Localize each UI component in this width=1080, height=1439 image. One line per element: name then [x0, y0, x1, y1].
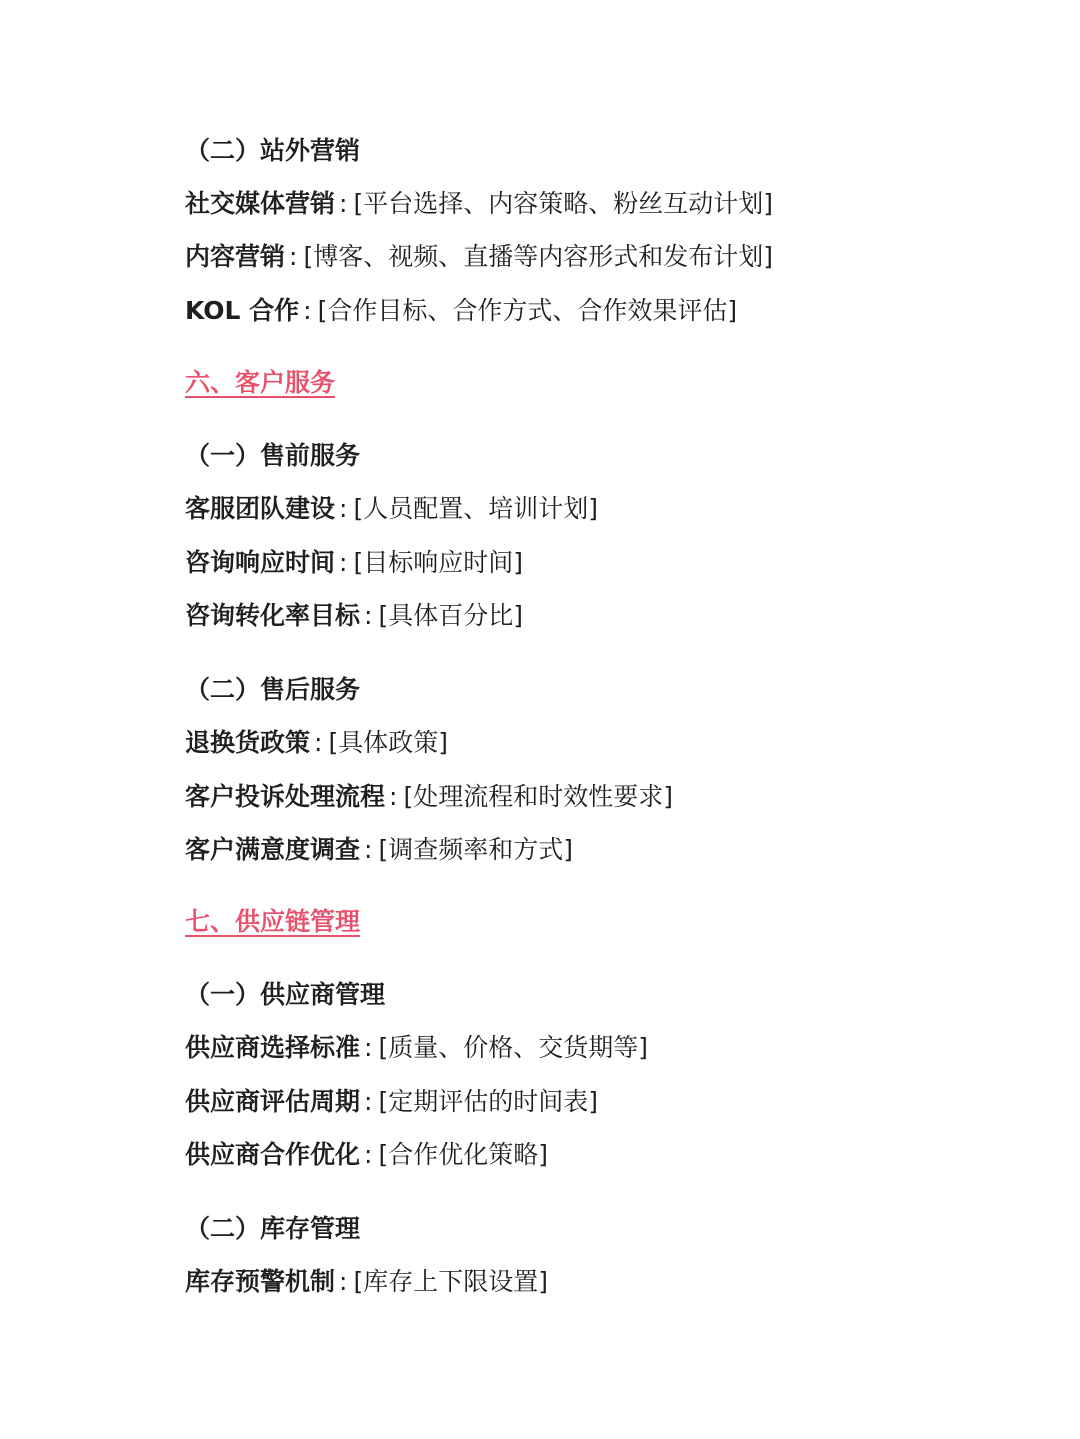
list-item [185, 1031, 648, 1065]
subsection-heading: （二）售后服务 [185, 675, 361, 704]
list-item [185, 726, 448, 760]
list-item [185, 546, 523, 580]
list-item [185, 1138, 548, 1172]
item-colon: : [339, 189, 348, 218]
list-item [185, 492, 598, 526]
item-colon: : [364, 835, 373, 864]
item-colon: : [389, 782, 398, 811]
list-item [185, 187, 773, 221]
item-label: 咨询响应时间 [185, 548, 336, 577]
list-item [185, 240, 773, 274]
item-value: [合作优化策略] [378, 1140, 548, 1169]
item-colon: : [289, 242, 298, 271]
item-value: [平台选择、内容策略、粉丝互动计划] [353, 189, 773, 218]
item-value: [调查频率和方式] [378, 835, 573, 864]
item-value: [博客、视频、直播等内容形式和发布计划] [303, 242, 773, 271]
subsection-heading: （二）库存管理 [185, 1214, 361, 1243]
section-heading: 七、供应链管理 [185, 907, 361, 936]
item-colon: : [364, 1087, 373, 1116]
item-colon: : [339, 548, 348, 577]
list-item [185, 1265, 548, 1299]
list-item [185, 833, 573, 867]
item-label: KOL 合作 [185, 296, 300, 325]
list-item [185, 1085, 598, 1119]
item-label: 客服团队建设 [185, 494, 336, 523]
item-value: [合作目标、合作方式、合作效果评估] [317, 296, 738, 325]
item-label: 内容营销 [185, 242, 286, 271]
item-value: [目标响应时间] [353, 548, 523, 577]
item-value: [人员配置、培训计划] [353, 494, 598, 523]
section-heading: 六、客户服务 [185, 368, 336, 397]
item-label: 供应商评估周期 [185, 1087, 361, 1116]
item-value: [具体百分比] [378, 601, 523, 630]
item-colon: : [303, 296, 312, 325]
item-label: 咨询转化率目标 [185, 601, 361, 630]
item-label: 社交媒体营销 [185, 189, 336, 218]
item-label: 客户投诉处理流程 [185, 782, 386, 811]
item-colon: : [339, 1267, 348, 1296]
list-item [185, 294, 737, 328]
subsection-heading: （一）售前服务 [185, 441, 361, 470]
subsection-heading: （二）站外营销 [185, 136, 361, 165]
list-item [185, 599, 523, 633]
item-colon: : [314, 728, 323, 757]
item-label: 供应商选择标准 [185, 1033, 361, 1062]
item-colon: : [364, 1033, 373, 1062]
item-value: [处理流程和时效性要求] [403, 782, 673, 811]
list-item [185, 780, 673, 814]
item-value: [具体政策] [328, 728, 448, 757]
item-label: 供应商合作优化 [185, 1140, 361, 1169]
item-value: [质量、价格、交货期等] [378, 1033, 648, 1062]
item-colon: : [364, 601, 373, 630]
item-colon: : [339, 494, 348, 523]
item-label: 客户满意度调查 [185, 835, 361, 864]
item-label: 退换货政策 [185, 728, 311, 757]
item-value: [库存上下限设置] [353, 1267, 548, 1296]
subsection-heading: （一）供应商管理 [185, 980, 386, 1009]
item-colon: : [364, 1140, 373, 1169]
item-value: [定期评估的时间表] [378, 1087, 598, 1116]
item-label: 库存预警机制 [185, 1267, 336, 1296]
